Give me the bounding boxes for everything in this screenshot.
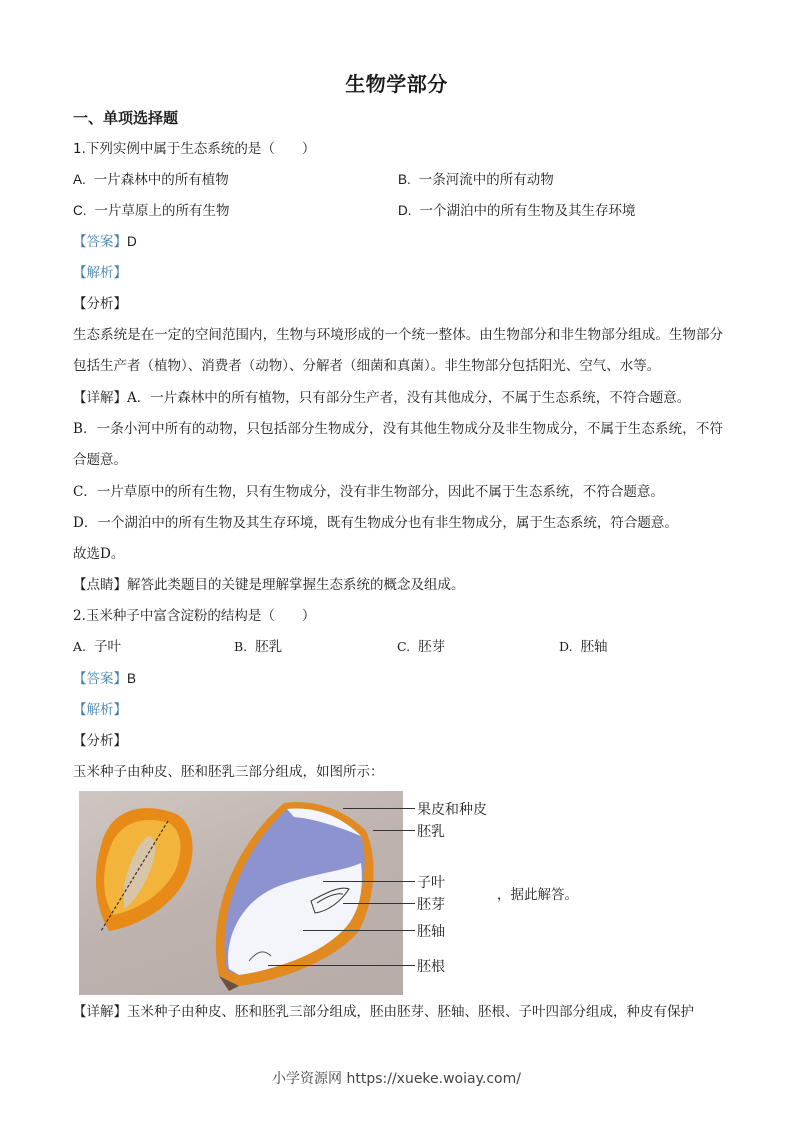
leader-line <box>343 903 415 904</box>
dianjing-text: 解答此类题目的关键是理解掌握生态系统的概念及组成。 <box>127 577 465 593</box>
q1-option-c <box>73 201 230 221</box>
option-letter: C. <box>397 639 411 654</box>
answer-tag: 【答案】 <box>73 671 127 687</box>
option-text: 一条河流中的所有动物 <box>418 172 554 188</box>
q1-answer <box>73 232 137 252</box>
q2-analysis-tag: 【解析】 <box>73 702 127 718</box>
question-2-stem: 2.玉米种子中富含淀粉的结构是（ ） <box>73 608 316 624</box>
detail-tag: 【详解】 <box>73 1004 127 1020</box>
label-hypocotyl: 胚轴 <box>417 924 445 940</box>
q2-answer <box>73 669 136 689</box>
label-pericarp-seedcoat: 果皮和种皮 <box>417 802 487 818</box>
option-letter: A. <box>73 172 86 187</box>
q2-option-a <box>73 637 121 657</box>
option-text: 胚乳 <box>255 639 283 655</box>
q1-option-b <box>398 170 554 190</box>
q1-option-a <box>73 170 229 190</box>
leader-line <box>268 965 415 966</box>
option-letter: B. <box>398 172 411 187</box>
detail-text: 玉米种子由种皮、胚和胚乳三部分组成，胚由胚芽、胚轴、胚根、子叶四部分组成，种皮有保护 <box>127 1004 694 1020</box>
detail-text: A．一片森林中的所有植物，只有部分生产者，没有其他成分，不属于生态系统，不符合题意。 <box>127 390 691 406</box>
q1-dianjing <box>73 575 465 595</box>
q1-fenxi-tag: 【分析】 <box>73 296 127 312</box>
q1-detail-b: B．一条小河中所有的动物，只包括部分生物成分，没有其他生物成分及非生物成分，不属于生态系统，不符合题意。 <box>73 421 723 468</box>
option-text: 子叶 <box>94 639 122 655</box>
detail-tag: 【详解】 <box>73 390 127 406</box>
option-letter: D. <box>398 203 412 218</box>
q1-detail-a <box>73 388 690 408</box>
answer-tag: 【答案】 <box>73 234 127 250</box>
option-text: 胚轴 <box>580 639 608 655</box>
q2-option-c <box>397 637 445 657</box>
option-letter: A. <box>73 639 87 654</box>
option-text: 一片草原上的所有生物 <box>94 203 230 219</box>
label-cotyledon: 子叶 <box>417 875 445 891</box>
leader-line <box>343 808 415 809</box>
leader-line <box>303 930 415 931</box>
q1-analysis-tag: 【解析】 <box>73 265 127 281</box>
footer-watermark: 小学资源网 https://xueke.woiay.com/ <box>272 1071 521 1087</box>
question-1-stem: 1.下列实例中属于生态系统的是（ ） <box>73 141 316 157</box>
leader-line <box>323 881 415 882</box>
option-text: 一片森林中的所有植物 <box>93 172 229 188</box>
leader-line <box>373 830 415 831</box>
q1-conclusion: 故选D。 <box>73 546 125 562</box>
q2-option-b <box>234 637 282 657</box>
label-plumule: 胚芽 <box>417 897 445 913</box>
option-letter: B. <box>234 639 248 654</box>
label-radicle: 胚根 <box>417 959 445 975</box>
q2-option-d <box>559 637 608 657</box>
option-letter: C. <box>73 203 87 218</box>
option-text: 胚芽 <box>418 639 446 655</box>
q1-fenxi-text: 生态系统是在一定的空间范围内，生物与环境形成的一个统一整体。由生物部分和非生物部分组成。生物部分包括生产者（植物）、消费者（动物）、分解者（细菌和真菌）。非生物部分包括阳光、空气、水等。 <box>73 327 723 374</box>
q1-option-d <box>398 201 636 221</box>
figure-suffix: ，据此解答。 <box>497 887 578 903</box>
dianjing-tag: 【点睛】 <box>73 577 127 593</box>
q2-fenxi-tag: 【分析】 <box>73 733 127 749</box>
option-letter: D. <box>559 639 573 654</box>
page-title: 生物学部分 <box>345 72 448 96</box>
q2-detail <box>73 1002 694 1022</box>
q1-detail-d: D．一个湖泊中的所有生物及其生存环境，既有生物成分也有非生物成分，属于生态系统，符合题意。 <box>73 515 678 531</box>
q2-fenxi-text: 玉米种子由种皮、胚和胚乳三部分组成，如图所示： <box>73 764 384 780</box>
option-text: 一个湖泊中的所有生物及其生存环境 <box>419 203 636 219</box>
q1-detail-c: C．一片草原中的所有生物，只有生物成分，没有非生物部分，因此不属于生态系统，不符合题意。 <box>73 484 664 500</box>
answer-value: B <box>127 671 137 686</box>
answer-value: D <box>127 234 137 249</box>
section-heading: 一、单项选择题 <box>73 109 179 127</box>
label-endosperm: 胚乳 <box>417 824 445 840</box>
